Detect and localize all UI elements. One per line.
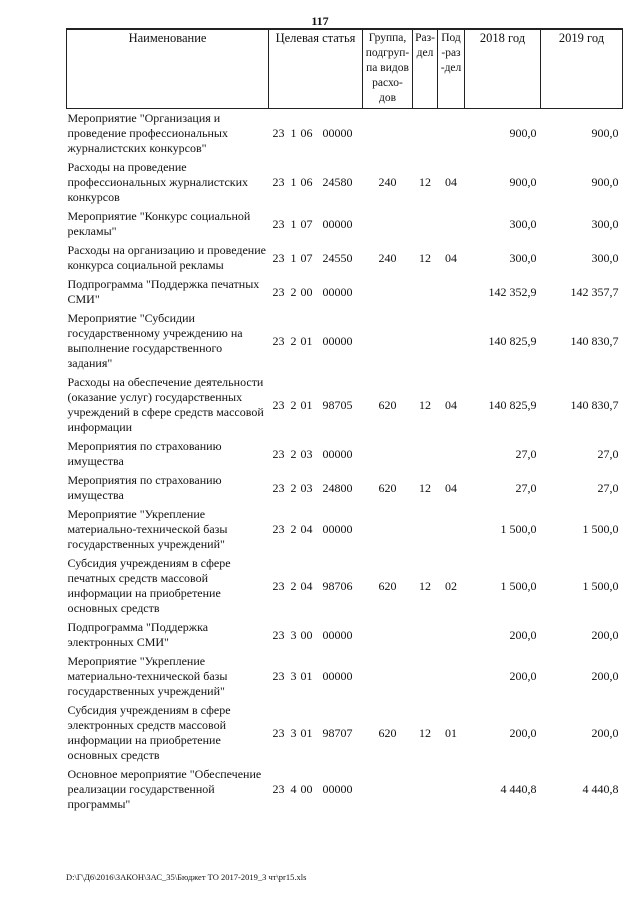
row-section: [413, 109, 438, 159]
row-2018: 140 825,9: [488, 333, 537, 348]
code-event: 06: [300, 175, 313, 189]
row-subsection: 01: [445, 725, 457, 740]
row-section: [413, 652, 438, 701]
table-row: [67, 618, 623, 652]
code-program: 23: [272, 522, 285, 536]
row-2018: 300,0: [509, 216, 537, 231]
row-name: Мероприятие "Субсидии государственному учреждению на выполнение государственного задания": [67, 311, 243, 370]
header-group: Группа, подгруп-па видов расхо-дов: [363, 29, 413, 109]
row-section: 12: [419, 175, 431, 189]
row-2019: 27,0: [597, 446, 619, 461]
code-direction: 00000: [322, 126, 353, 140]
row-2018: 900,0: [509, 126, 537, 140]
code-direction: 24580: [322, 175, 353, 189]
row-section: [413, 309, 438, 373]
row-name: Основное мероприятие "Обеспечение реализации государственной программы": [67, 767, 262, 811]
table-row: [67, 275, 623, 309]
code-subprogram: 2: [290, 578, 297, 593]
row-section: [413, 437, 438, 471]
row-subsection: [438, 652, 465, 701]
row-group: [363, 765, 413, 814]
row-2019: 1 500,0: [582, 522, 619, 536]
row-section: [413, 765, 438, 814]
header-subsection: Под-раз-дел: [438, 29, 465, 109]
code-program: 23: [272, 333, 285, 348]
row-name: Расходы на обеспечение деятельности (оказание услуг) государственных учреждений в сфере средств массовой информации: [67, 375, 264, 434]
row-2018: 4 440,8: [500, 782, 537, 796]
code-event: 01: [300, 397, 313, 412]
code-event: 06: [300, 126, 313, 140]
code-subprogram: 4: [290, 782, 297, 796]
code-direction: 00000: [322, 333, 353, 348]
code-program: 23: [272, 250, 285, 265]
code-program: 23: [272, 397, 285, 412]
code-subprogram: 1: [290, 175, 297, 189]
code-direction: 24550: [322, 250, 353, 265]
row-target-code: [269, 275, 363, 309]
row-section: 12: [419, 480, 431, 495]
code-program: 23: [272, 669, 285, 683]
row-2018: 142 352,9: [488, 284, 537, 299]
code-event: 03: [300, 446, 313, 461]
code-event: 00: [300, 782, 313, 796]
row-section: 12: [419, 725, 431, 740]
table-row: [67, 701, 623, 765]
code-subprogram: 3: [290, 725, 297, 740]
code-event: 04: [300, 578, 313, 593]
row-subsection: [438, 765, 465, 814]
table-row: [67, 505, 623, 554]
code-subprogram: 1: [290, 250, 297, 265]
row-target-code: [269, 207, 363, 241]
row-section: 12: [419, 250, 431, 265]
row-2019: 142 357,7: [570, 284, 619, 299]
row-2019: 200,0: [591, 669, 619, 683]
row-name: Подпрограмма "Поддержка электронных СМИ": [67, 620, 209, 649]
code-event: 01: [300, 669, 313, 683]
code-program: 23: [272, 627, 285, 642]
code-event: 07: [300, 250, 313, 265]
row-subsection: [438, 309, 465, 373]
code-direction: 98707: [322, 725, 353, 740]
row-subsection: 04: [445, 397, 457, 412]
row-target-code: [269, 437, 363, 471]
row-group: [363, 207, 413, 241]
code-event: 00: [300, 284, 313, 299]
file-path-footer: D:\Г\Д6\2016\ЗАКОН\ЗАС_35\Бюджет ТО 2017-2019_3 чт\pr15.xls: [66, 872, 307, 882]
header-target: Целевая статья: [269, 29, 363, 109]
code-subprogram: 3: [290, 627, 297, 642]
row-2019: 140 830,7: [570, 397, 619, 412]
code-direction: 98706: [322, 578, 353, 593]
code-direction: 00000: [322, 782, 353, 796]
code-event: 01: [300, 333, 313, 348]
row-2018: 27,0: [515, 446, 537, 461]
row-name: Мероприятие "Конкурс социальной рекламы": [67, 209, 251, 238]
code-subprogram: 2: [290, 446, 297, 461]
code-direction: 00000: [322, 446, 353, 461]
row-group: 620: [378, 480, 397, 495]
row-subsection: 04: [445, 250, 457, 265]
table-row: [67, 158, 623, 207]
code-event: 01: [300, 725, 313, 740]
row-section: 12: [419, 397, 431, 412]
table-header-row: [67, 29, 623, 109]
code-direction: 00000: [322, 284, 353, 299]
budget-table: [66, 28, 623, 814]
row-group: [363, 309, 413, 373]
row-subsection: [438, 618, 465, 652]
row-section: [413, 505, 438, 554]
code-subprogram: 2: [290, 480, 297, 495]
code-subprogram: 1: [290, 126, 297, 140]
row-target-code: [269, 109, 363, 159]
code-subprogram: 2: [290, 522, 297, 536]
code-subprogram: 2: [290, 397, 297, 412]
row-2019: 900,0: [591, 126, 619, 140]
row-target-code: [269, 158, 363, 207]
row-2019: 900,0: [591, 175, 619, 189]
code-program: 23: [272, 284, 285, 299]
page-number: 117: [311, 14, 329, 28]
row-2018: 900,0: [509, 175, 537, 189]
row-group: 620: [378, 578, 397, 593]
header-year-2019: 2019 год: [541, 29, 623, 109]
row-target-code: [269, 373, 363, 437]
row-group: [363, 505, 413, 554]
code-program: 23: [272, 216, 285, 231]
code-direction: 00000: [322, 522, 353, 536]
code-event: 04: [300, 522, 313, 536]
row-2018: 200,0: [509, 627, 537, 642]
code-direction: 00000: [322, 216, 353, 231]
code-subprogram: 3: [290, 669, 297, 683]
row-subsection: 02: [445, 578, 457, 593]
row-target-code: [269, 701, 363, 765]
code-event: 00: [300, 627, 313, 642]
code-direction: 00000: [322, 627, 353, 642]
row-name: Подпрограмма "Поддержка печатных СМИ": [67, 277, 260, 306]
row-2018: 200,0: [509, 669, 537, 683]
row-name: Мероприятия по страхованию имущества: [67, 473, 222, 502]
table-row: [67, 471, 623, 505]
code-program: 23: [272, 782, 285, 796]
code-direction: 00000: [322, 669, 353, 683]
row-2019: 27,0: [597, 480, 619, 495]
row-2019: 4 440,8: [582, 782, 619, 796]
row-2019: 300,0: [591, 250, 619, 265]
row-2018: 140 825,9: [488, 397, 537, 412]
table-row: [67, 652, 623, 701]
code-program: 23: [272, 446, 285, 461]
table-row: [67, 373, 623, 437]
row-name: Мероприятие "Организация и проведение профессиональных журналистских конкурсов": [67, 111, 228, 155]
row-target-code: [269, 765, 363, 814]
header-section: Раз-дел: [413, 29, 438, 109]
code-subprogram: 1: [290, 216, 297, 231]
row-name: Мероприятие "Укрепление материально-технической базы государственных учреждений": [67, 654, 228, 698]
row-group: [363, 618, 413, 652]
table-row: [67, 207, 623, 241]
row-name: Мероприятия по страхованию имущества: [67, 439, 222, 468]
row-target-code: [269, 505, 363, 554]
row-subsection: [438, 109, 465, 159]
row-group: 620: [378, 397, 397, 412]
code-program: 23: [272, 480, 285, 495]
row-target-code: [269, 309, 363, 373]
row-2019: 200,0: [591, 627, 619, 642]
row-name: Расходы на организацию и проведение конкурса социальной рекламы: [67, 243, 266, 272]
row-group: [363, 652, 413, 701]
row-name: Расходы на проведение профессиональных журналистских конкурсов: [67, 160, 249, 204]
row-subsection: 04: [445, 175, 457, 189]
code-event: 03: [300, 480, 313, 495]
header-year-2018: 2018 год: [465, 29, 541, 109]
row-subsection: [438, 275, 465, 309]
row-target-code: [269, 471, 363, 505]
code-program: 23: [272, 725, 285, 740]
row-group: [363, 275, 413, 309]
code-program: 23: [272, 126, 285, 140]
row-target-code: [269, 652, 363, 701]
row-2018: 1 500,0: [500, 522, 537, 536]
table-row: [67, 109, 623, 159]
row-name: Субсидия учреждениям в сфере печатных средств массовой информации на приобретение основных средств: [67, 556, 231, 615]
row-group: [363, 437, 413, 471]
row-2018: 27,0: [515, 480, 537, 495]
row-2018: 1 500,0: [500, 578, 537, 593]
row-group: 240: [378, 250, 397, 265]
row-subsection: [438, 207, 465, 241]
code-direction: 24800: [322, 480, 353, 495]
row-group: 240: [378, 175, 397, 189]
row-2018: 300,0: [509, 250, 537, 265]
table-row: [67, 554, 623, 618]
code-program: 23: [272, 175, 285, 189]
row-section: 12: [419, 578, 431, 593]
row-subsection: [438, 437, 465, 471]
table-row: [67, 241, 623, 275]
table-row: [67, 437, 623, 471]
code-direction: 98705: [322, 397, 353, 412]
code-event: 07: [300, 216, 313, 231]
row-target-code: [269, 241, 363, 275]
code-subprogram: 2: [290, 284, 297, 299]
row-section: [413, 618, 438, 652]
table-row: [67, 765, 623, 814]
row-subsection: 04: [445, 480, 457, 495]
row-2019: 300,0: [591, 216, 619, 231]
row-subsection: [438, 505, 465, 554]
row-2019: 140 830,7: [570, 333, 619, 348]
row-section: [413, 207, 438, 241]
row-target-code: [269, 554, 363, 618]
code-subprogram: 2: [290, 333, 297, 348]
row-name: Мероприятие "Укрепление материально-технической базы государственных учреждений": [67, 507, 228, 551]
row-2018: 200,0: [509, 725, 537, 740]
row-2019: 1 500,0: [582, 578, 619, 593]
row-group: [363, 109, 413, 159]
row-group: 620: [378, 725, 397, 740]
code-program: 23: [272, 578, 285, 593]
row-section: [413, 275, 438, 309]
table-row: [67, 309, 623, 373]
row-target-code: [269, 618, 363, 652]
row-name: Субсидия учреждениям в сфере электронных средств массовой информации на приобретение основных средств: [67, 703, 231, 762]
row-2019: 200,0: [591, 725, 619, 740]
header-name: Наименование: [67, 29, 269, 109]
